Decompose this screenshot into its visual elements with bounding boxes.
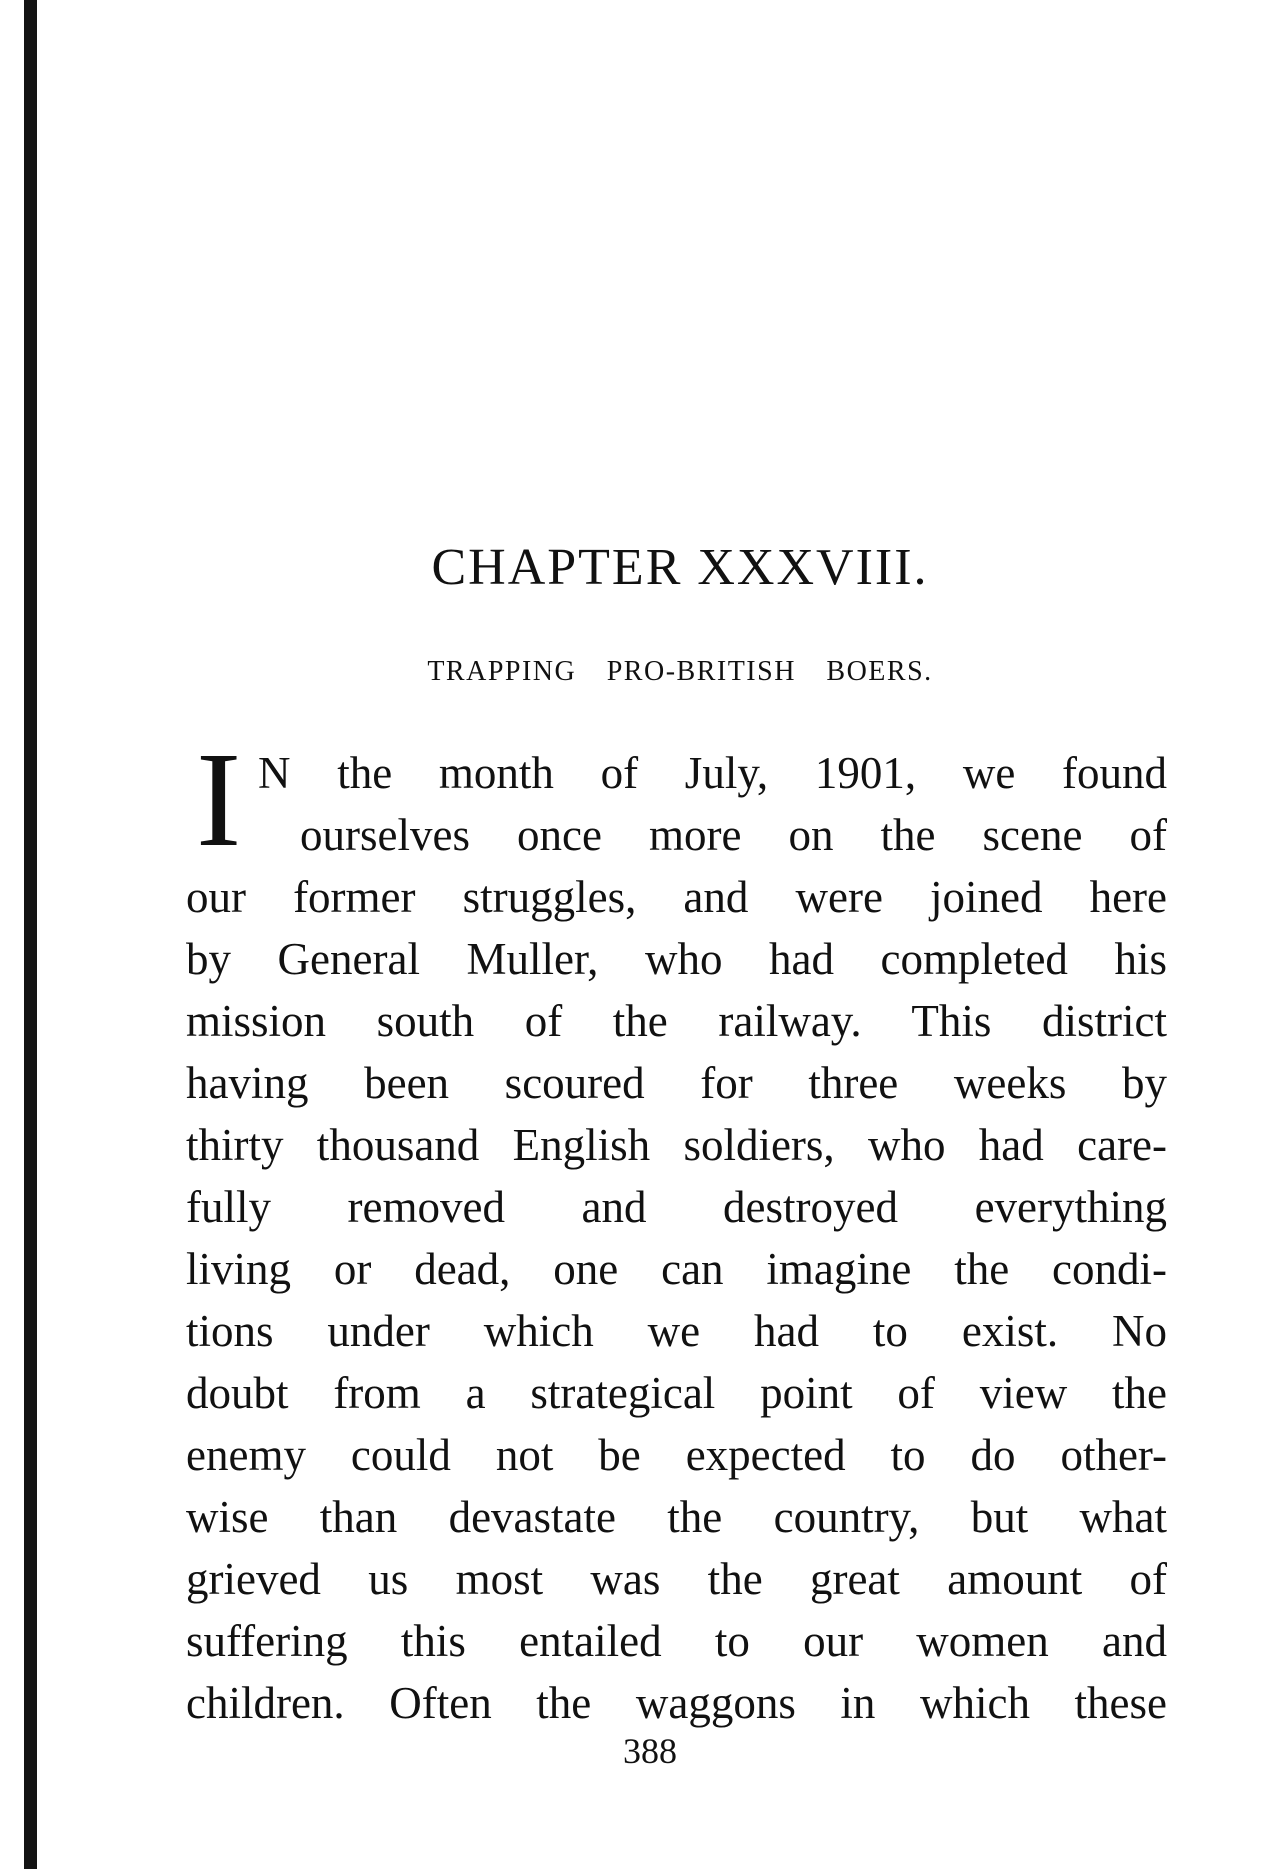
body-line: doubt from a strategical point of view the	[186, 1368, 1167, 1418]
body-line: having been scoured for three weeks by	[186, 1058, 1167, 1108]
body-line: ourselves once more on the scene of	[300, 810, 1167, 860]
body-line: our former struggles, and were joined here	[186, 872, 1167, 922]
body-line: enemy could not be expected to do other-	[186, 1430, 1167, 1480]
page-number: 388	[623, 1731, 677, 1771]
body-line: by General Muller, who had completed his	[186, 934, 1167, 984]
body-line: N the month of July, 1901, we found	[258, 748, 1167, 798]
body-line: children. Often the waggons in which these	[186, 1678, 1167, 1728]
body-line: thirty thousand English soldiers, who had care-	[186, 1120, 1167, 1170]
chapter-subtitle: TRAPPING PRO-BRITISH BOERS.	[427, 656, 933, 687]
body-line: grieved us most was the great amount of	[186, 1554, 1167, 1604]
body-line: living or dead, one can imagine the condi-	[186, 1244, 1167, 1294]
body-line: suffering this entailed to our women and	[186, 1616, 1167, 1666]
drop-cap: I	[196, 725, 242, 875]
chapter-heading: CHAPTER XXXVIII.	[431, 539, 929, 596]
body-line: tions under which we had to exist. No	[186, 1306, 1167, 1356]
book-spine-edge	[24, 0, 37, 1869]
body-line: mission south of the railway. This district	[186, 996, 1167, 1046]
body-line: wise than devastate the country, but what	[186, 1492, 1167, 1542]
body-line: fully removed and destroyed everything	[186, 1182, 1167, 1232]
